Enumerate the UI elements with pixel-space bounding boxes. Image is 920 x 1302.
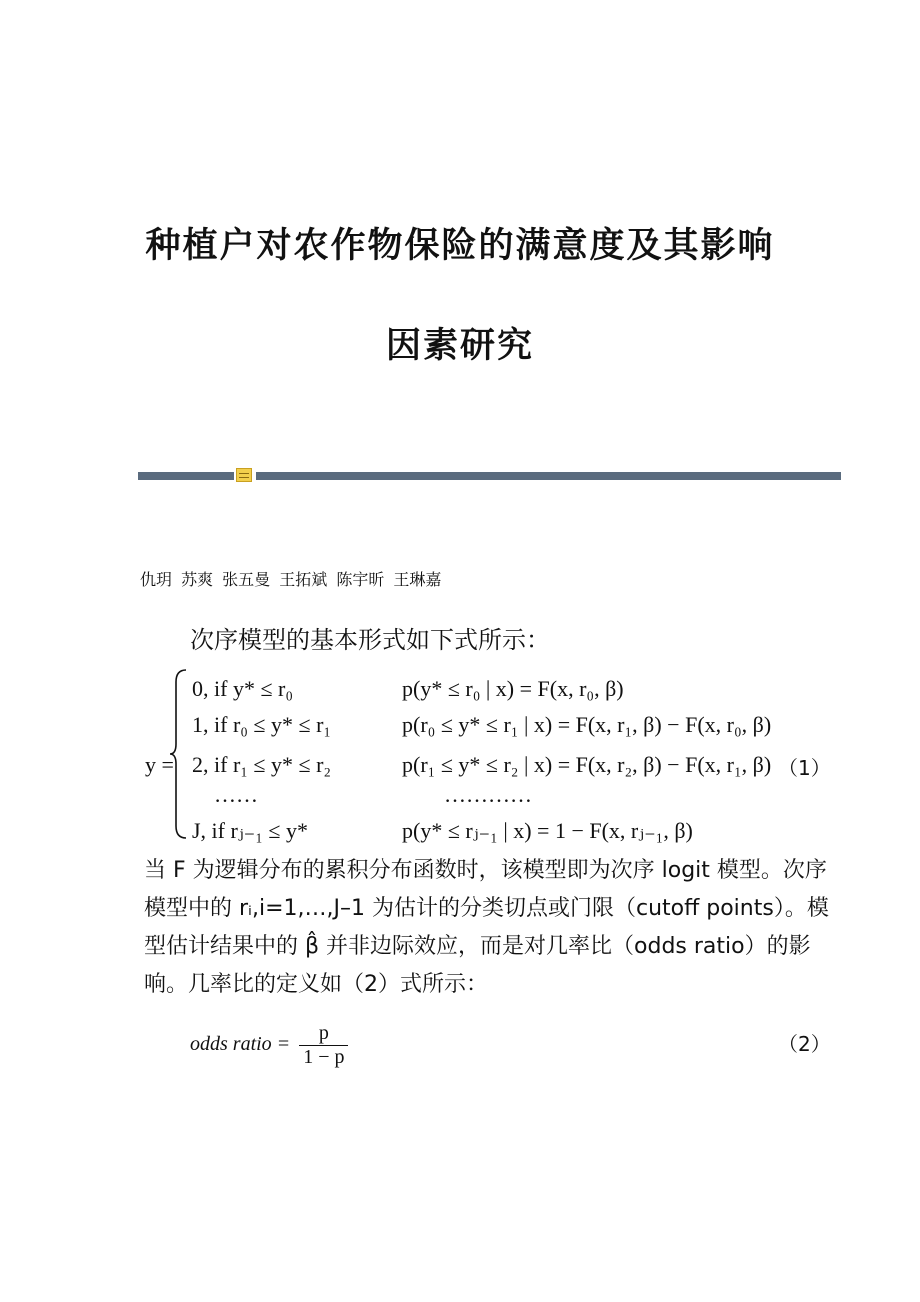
intro-sentence: 次序模型的基本形式如下式所示：	[190, 626, 550, 654]
envelope-icon	[236, 468, 252, 482]
equation1-condition: 2, if r₁ ≤ y* ≤ r₂	[192, 752, 332, 777]
equation1-probability: p(y* ≤ r₀ | x) = F(x, r₀, β)	[402, 676, 624, 701]
left-brace-icon	[168, 668, 188, 840]
author-list: 仇玥 苏爽 张五曼 王拓斌 陈宇昕 王琳嘉	[140, 570, 442, 589]
equation1-probability: p(r₁ ≤ y* ≤ r₂ | x) = F(x, r₂, β) − F(x, r₁, β)	[402, 752, 772, 777]
equation1-probability: p(r₀ ≤ y* ≤ r₁ | x) = F(x, r₁, β) − F(x, r₀, β)	[402, 712, 772, 737]
divider-right	[256, 472, 841, 480]
document-title-line1: 种植户对农作物保险的满意度及其影响	[145, 226, 775, 266]
equation1-condition: 0, if y* ≤ r₀	[192, 676, 294, 701]
equation2-lhs: odds ratio =	[190, 1033, 291, 1056]
body-paragraph: 当 F 为逻辑分布的累积分布函数时，该模型即为次序 logit 模型。次序模型中的 rᵢ,i=1,…,J–1 为估计的分类切点或门限（cutoff points）。模型估计结果中的 β̂ 并非边际效应，而是对几率比（odds ratio）的影响。几率比的定义如（2）式所示：	[144, 858, 829, 997]
equation2	[190, 1022, 348, 1069]
equation1-condition: 1, if r₀ ≤ y* ≤ r₁	[192, 712, 332, 737]
equation2-number: （2）	[778, 1032, 831, 1056]
equation1-probability: p(y* ≤ rⱼ₋₁ | x) = 1 − F(x, rⱼ₋₁, β)	[402, 818, 693, 843]
fraction-numerator: p	[299, 1022, 348, 1046]
fraction-denominator: 1 − p	[303, 1046, 345, 1068]
fraction	[299, 1022, 348, 1069]
equation1-number: （1）	[778, 756, 831, 780]
equation1-ellipsis: ……	[214, 782, 258, 807]
equation1-lhs: y =	[145, 752, 174, 777]
equation1-condition: J, if rⱼ₋₁ ≤ y*	[192, 818, 308, 843]
equation1-ellipsis: …………	[444, 782, 532, 807]
divider-left	[138, 472, 234, 480]
document-title-line2: 因素研究	[385, 326, 534, 366]
